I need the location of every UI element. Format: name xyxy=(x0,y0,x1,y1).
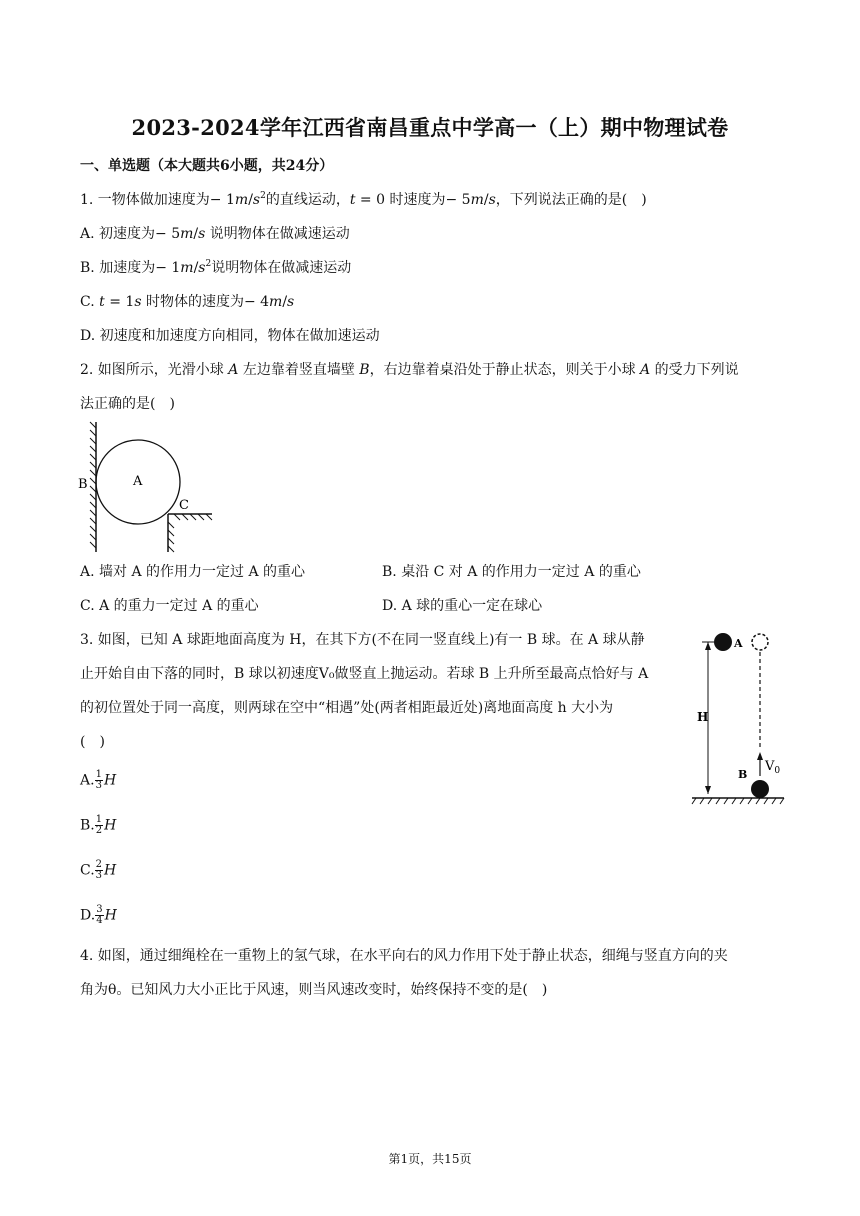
q3-stem-line1: 3. 如图，已知 A 球距地面高度为 H，在其下方(不在同一竖直线上)有一 B 球。在 A 球从静 xyxy=(80,632,645,648)
q2-option-c: C. A 的重力一定过 A 的重心 xyxy=(80,598,259,614)
q3-label-h: H xyxy=(697,710,709,724)
q2-option-a: A. 墙对 A 的作用力一定过 A 的重心 xyxy=(80,564,306,580)
q2-option-d: D. A 球的重心一定在球心 xyxy=(382,598,543,614)
q1-option-c: C. t = 1s 时物体的速度为− 4m/s xyxy=(80,294,295,310)
q3-stem-line4: ( ) xyxy=(80,734,105,750)
q2-option-b: B. 桌沿 C 对 A 的作用力一定过 A 的重心 xyxy=(382,564,641,580)
q3-option-c: C. $\frac{2}{3}$ H xyxy=(80,859,117,881)
q4-stem-line1: 4. 如图，通过细绳栓在一重物上的氢气球，在水平向右的风力作用下处于静止状态，细绳与竖直方向的夹 xyxy=(80,948,728,964)
q1-option-a: A. 初速度为− 5m/s 说明物体在做减速运动 xyxy=(80,226,350,242)
q3-label-v0: $V_0$ xyxy=(765,759,781,776)
q2-stem-line2: 法正确的是( ) xyxy=(80,396,175,412)
q4-stem-line2: 角为θ。已知风力大小正比于风速，则当风速改变时，始终保持不变的是( ) xyxy=(80,982,548,998)
page-footer: 第1页，共15页 xyxy=(388,1152,472,1166)
page-title: 2023-2024学年江西省南昌重点中学高一（上）期中物理试卷 xyxy=(131,115,729,140)
q1-option-b: B. 加速度为− $1m/s^2$说明物体在做减速运动 xyxy=(80,259,352,276)
q3-option-a: A. $\frac{1}{3}$ H xyxy=(80,769,117,791)
q3-stem-line3: 的初位置处于同一高度，则两球在空中“相遇”处(两者相距最近处)离地面高度 h 大小为 xyxy=(80,700,614,716)
q2-stem-line1: 2. 如图所示，光滑小球 A 左边靠着竖直墙壁 B，右边靠着桌沿处于静止状态，则关于小球 A 的受力下列说 xyxy=(80,362,739,378)
q2-label-c: C xyxy=(179,498,189,513)
q1-stem: 1. 一物体做加速度为− $1m/s^2$的直线运动，t = 0 时速度为− 5m/s，下列说法正确的是( ) xyxy=(80,191,647,208)
q3-option-d: D. $\frac{3}{4}$ H xyxy=(80,904,117,926)
q2-label-b: B xyxy=(78,477,88,492)
q2-ball-wall-figure xyxy=(76,418,226,558)
q3-label-a: A xyxy=(734,637,743,650)
q1-option-d: D. 初速度和加速度方向相同，物体在做加速运动 xyxy=(80,328,380,344)
section-heading: 一、单选题（本大题共6小题，共24分） xyxy=(80,158,334,174)
q2-label-a: A xyxy=(133,474,143,489)
q3-falling-balls-figure xyxy=(688,626,788,806)
q3-option-b: B. $\frac{1}{2}$ H xyxy=(80,814,117,836)
q3-stem-line2: 止开始自由下落的同时，B 球以初速度V₀做竖直上抛运动。若球 B 上升所至最高点恰好与 A xyxy=(80,666,649,682)
q3-label-b: B xyxy=(738,768,748,781)
